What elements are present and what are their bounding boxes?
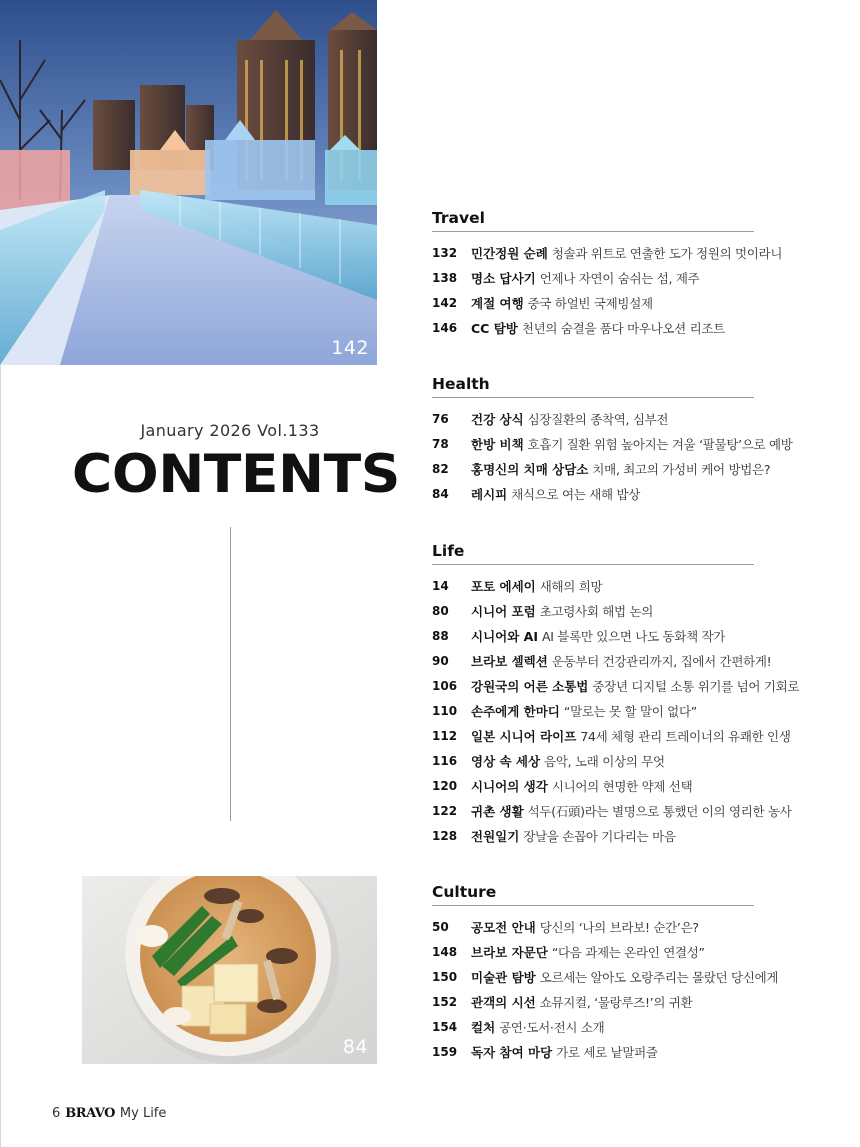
- vegetable-stew-photo: [82, 876, 377, 1064]
- entry-desc: 장날을 손꼽아 기다리는 마음: [523, 828, 676, 844]
- entry-title: 브라보 자문단: [471, 944, 548, 960]
- entry-title: 일본 시니어 라이프: [471, 728, 577, 744]
- entry-desc: 음악, 노래 이상의 무엇: [544, 753, 665, 769]
- toc-entry[interactable]: [432, 573, 754, 598]
- toc-entry[interactable]: [432, 315, 754, 340]
- entry-title: 브라보 셀렉션: [471, 653, 548, 669]
- entry-desc: “말로는 못 할 말이 없다”: [563, 703, 697, 719]
- toc-entry[interactable]: [432, 773, 754, 798]
- section-title: Travel: [432, 209, 485, 227]
- entry-page: 142: [432, 295, 458, 310]
- footer-page-number: 6: [52, 1106, 61, 1121]
- ice-festival-illustration: [0, 0, 377, 365]
- entry-desc: 가로 세로 낱말퍼즐: [556, 1044, 658, 1060]
- toc-entry[interactable]: [432, 823, 754, 848]
- entry-page: 159: [432, 1044, 458, 1059]
- entry-title: 명소 답사기: [471, 270, 536, 286]
- entry-desc: 석두(石頭)라는 별명으로 통했던 이의 영리한 농사: [527, 803, 792, 819]
- section-life: [432, 540, 800, 848]
- entry-page: 90: [432, 653, 449, 668]
- toc-entry[interactable]: [432, 456, 771, 481]
- issue-label: January 2026 Vol.133: [140, 421, 320, 440]
- entry-page: 82: [432, 461, 449, 476]
- section-rule: [432, 564, 754, 565]
- entry-title: 민간정원 순례: [471, 245, 548, 261]
- toc-entry[interactable]: [432, 1014, 754, 1039]
- section-rule: [432, 231, 754, 232]
- entry-page: 80: [432, 603, 449, 618]
- entry-page: 76: [432, 411, 449, 426]
- toc-entry[interactable]: [432, 623, 754, 648]
- entry-page: 116: [432, 753, 458, 768]
- section-title: Life: [432, 542, 465, 560]
- entry-page: 50: [432, 919, 449, 934]
- brand-logo: BRAVO: [65, 1106, 115, 1121]
- toc-entry[interactable]: [432, 598, 754, 623]
- entry-desc: 언제나 자연이 숨쉬는 섬, 제주: [539, 270, 700, 286]
- toc-entry[interactable]: [432, 989, 754, 1014]
- toc-entry[interactable]: [432, 723, 791, 748]
- entry-page: 78: [432, 436, 449, 451]
- toc-entry[interactable]: [432, 914, 754, 939]
- section-rule: [432, 905, 754, 906]
- entry-desc: AI 블록만 있으면 나도 동화책 작가: [541, 628, 726, 644]
- entry-page: 106: [432, 678, 458, 693]
- entry-title: 계절 여행: [471, 295, 524, 311]
- top-photo-page-number: 142: [331, 337, 369, 359]
- entry-desc: 74세 체형 관리 트레이너의 유쾌한 인생: [580, 728, 791, 744]
- section-travel: [432, 207, 783, 340]
- section-title: Health: [432, 375, 490, 393]
- entry-desc: 청솔과 위트로 연출한 도가 정원의 멋이라니: [551, 245, 783, 261]
- entry-desc: 공연·도서·전시 소개: [499, 1019, 605, 1035]
- toc-entry[interactable]: [432, 748, 754, 773]
- entry-title: 건강 상식: [471, 411, 524, 427]
- entry-desc: 치매, 최고의 가성비 케어 방법은?: [592, 461, 771, 477]
- entry-desc: 초고령사회 해법 논의: [539, 603, 654, 619]
- entry-title: 시니어 포럼: [471, 603, 536, 619]
- entry-desc: 중장년 디지털 소통 위기를 넘어 기회로: [592, 678, 800, 694]
- section-health: [432, 373, 793, 506]
- entry-desc: 새해의 희망: [539, 578, 603, 594]
- toc-entry[interactable]: [432, 290, 754, 315]
- entry-page: 14: [432, 578, 449, 593]
- bottom-photo-page-number: 84: [342, 1036, 368, 1058]
- toc-entry[interactable]: [432, 240, 783, 265]
- entry-page: 154: [432, 1019, 458, 1034]
- page-title: CONTENTS: [71, 444, 400, 505]
- entry-page: 152: [432, 994, 458, 1009]
- entry-desc: “다음 과제는 온라인 연결성”: [551, 944, 705, 960]
- footer-tagline: My Life: [119, 1106, 167, 1121]
- entry-page: 132: [432, 245, 458, 260]
- toc-entry[interactable]: [432, 964, 779, 989]
- entry-desc: 쇼뮤지컬, ‘물랑루즈!’의 귀환: [539, 994, 693, 1010]
- entry-page: 120: [432, 778, 458, 793]
- entry-title: 홍명신의 치매 상담소: [471, 461, 589, 477]
- entry-desc: 운동부터 건강관리까지, 집에서 간편하게!: [551, 653, 772, 669]
- toc-entry[interactable]: [432, 431, 793, 456]
- section-culture: [432, 881, 779, 1064]
- entry-desc: 채식으로 여는 새해 밥상: [511, 486, 641, 502]
- toc-entry[interactable]: [432, 698, 754, 723]
- toc-entry[interactable]: [432, 481, 754, 506]
- page-footer: [52, 1106, 166, 1121]
- entry-title: 독자 참여 마당: [471, 1044, 553, 1060]
- toc-entry[interactable]: [432, 265, 754, 290]
- entry-page: 146: [432, 320, 458, 335]
- toc-entry[interactable]: [432, 648, 772, 673]
- entry-desc: 천년의 숨결을 품다 마우나오션 리조트: [521, 320, 725, 336]
- stew-illustration: [82, 876, 377, 1064]
- entry-title: 컬처: [471, 1019, 496, 1035]
- entry-title: 귀촌 생활: [471, 803, 524, 819]
- toc-entry[interactable]: [432, 1039, 754, 1064]
- entry-title: 관객의 시선: [471, 994, 536, 1010]
- entry-page: 128: [432, 828, 458, 843]
- entry-page: 148: [432, 944, 458, 959]
- entry-title: 시니어의 생각: [471, 778, 548, 794]
- entry-page: 122: [432, 803, 458, 818]
- entry-title: 영상 속 세상: [471, 753, 541, 769]
- entry-title: 시니어와 AI: [471, 628, 538, 644]
- toc-entry[interactable]: [432, 406, 754, 431]
- entry-title: 한방 비책: [471, 436, 524, 452]
- section-title: Culture: [432, 883, 497, 901]
- entry-page: 88: [432, 628, 449, 643]
- entry-page: 112: [432, 728, 458, 743]
- toc-entry[interactable]: [432, 939, 754, 964]
- entry-desc: 중국 하얼빈 국제빙설제: [527, 295, 653, 311]
- entry-title: 강원국의 어른 소통법: [471, 678, 589, 694]
- entry-page: 84: [432, 486, 449, 501]
- toc-entry[interactable]: [432, 798, 792, 823]
- entry-desc: 시니어의 현명한 약제 선택: [551, 778, 693, 794]
- entry-title: 미술관 탐방: [471, 969, 536, 985]
- toc-entry[interactable]: [432, 673, 800, 698]
- entry-title: 포토 에세이: [471, 578, 536, 594]
- entry-desc: 심장질환의 종착역, 심부전: [527, 411, 669, 427]
- entry-desc: 당신의 ‘나의 브라보! 순간’은?: [539, 919, 699, 935]
- entry-title: 레시피: [471, 486, 508, 502]
- entry-title: CC 탐방: [471, 320, 518, 336]
- entry-title: 손주에게 한마디: [471, 703, 560, 719]
- ice-festival-photo: [0, 0, 377, 365]
- entry-desc: 호흡기 질환 위험 높아지는 겨울 ‘팔물탕’으로 예방: [527, 436, 793, 452]
- section-rule: [432, 397, 754, 398]
- entry-title: 전원일기: [471, 828, 520, 844]
- entry-desc: 오르세는 알아도 오랑주리는 몰랐던 당신에게: [539, 969, 779, 985]
- entry-title: 공모전 안내: [471, 919, 536, 935]
- entry-page: 110: [432, 703, 458, 718]
- vertical-divider: [230, 527, 231, 821]
- entry-page: 150: [432, 969, 458, 984]
- entry-page: 138: [432, 270, 458, 285]
